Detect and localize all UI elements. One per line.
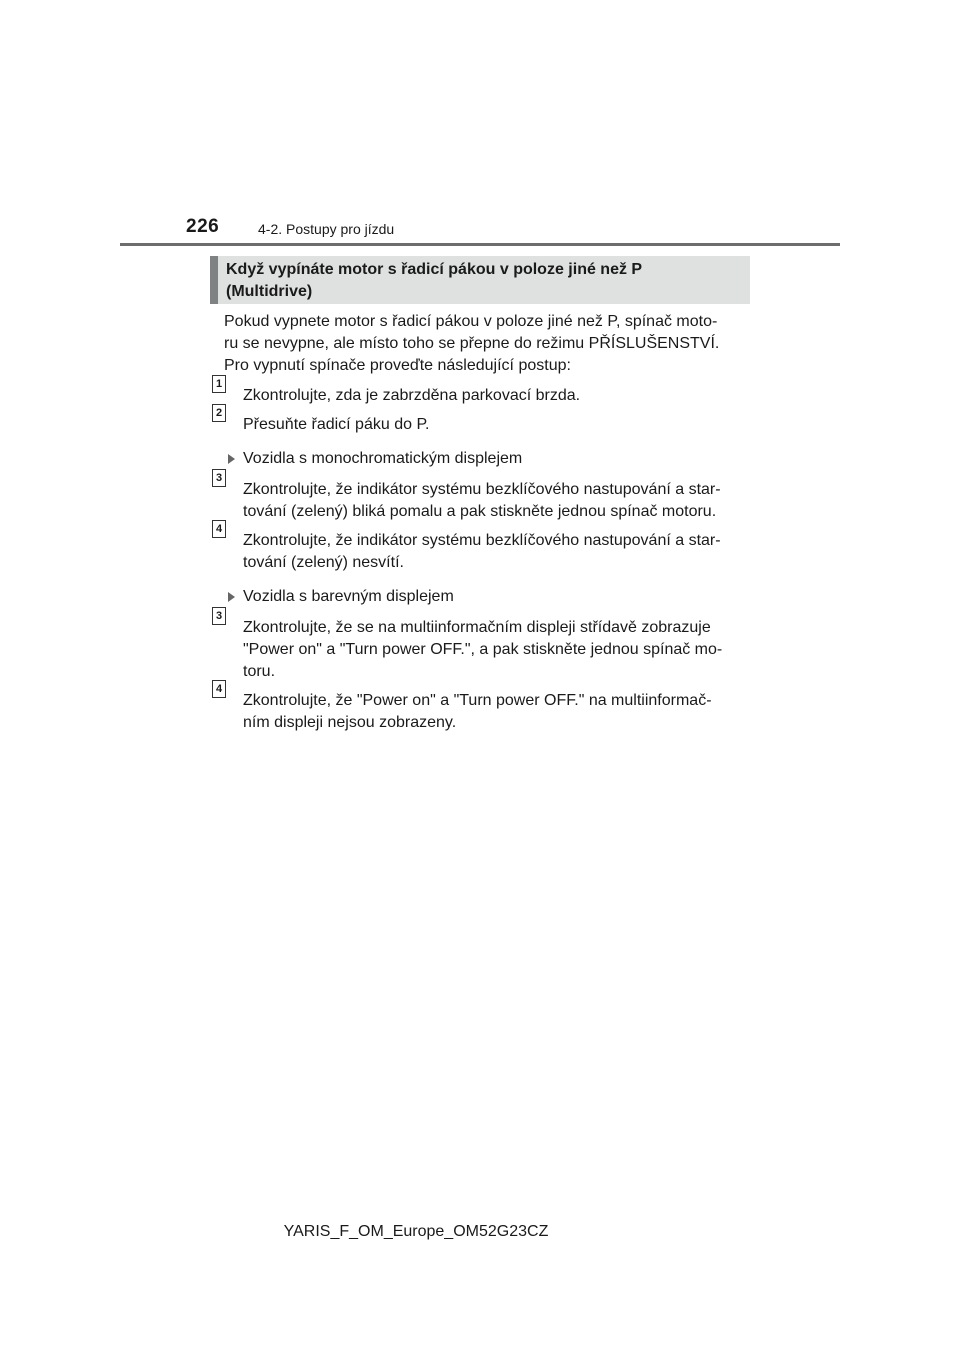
step-text: Zkontrolujte, že indikátor systému bezklíčového nastupování a star- <box>243 532 721 549</box>
step-number-badge: 1 <box>212 375 226 393</box>
step-text: tování (zelený) nesvítí. <box>243 554 404 571</box>
content <box>215 311 744 741</box>
step-number-badge: 2 <box>212 404 226 422</box>
page-number: 226 <box>186 216 220 237</box>
step-number-badge: 3 <box>212 469 226 487</box>
intro-paragraph <box>224 311 744 377</box>
step-2 <box>215 407 744 436</box>
step-text: "Power on" a "Turn power OFF.", a pak stiskněte jednou spínač mo- <box>243 641 723 658</box>
heading-line: Když vypínáte motor s řadicí pákou v poloze jiné než P <box>226 261 643 278</box>
triangle-bullet-icon <box>228 592 235 602</box>
color-step-4 <box>215 683 744 734</box>
subhead-mono <box>224 448 744 470</box>
step-number-badge: 4 <box>212 680 226 698</box>
step-1 <box>215 378 744 407</box>
subhead-text: Vozidla s barevným displejem <box>243 588 454 605</box>
intro-line: Pro vypnutí spínače proveďte následující postup: <box>224 357 571 374</box>
step-text: Přesuňte řadicí páku do P. <box>243 416 430 433</box>
step-text: ním displeji nejsou zobrazeny. <box>243 714 457 731</box>
subhead-color <box>224 586 744 608</box>
intro-line: ru se nevypne, ale místo toho se přepne do režimu PŘÍSLUŠENSTVÍ. <box>224 335 720 352</box>
step-text: toru. <box>243 663 276 680</box>
step-text: Zkontrolujte, že indikátor systému bezklíčového nastupování a star- <box>243 481 721 498</box>
subhead-text: Vozidla s monochromatickým displejem <box>243 450 523 467</box>
mono-step-3 <box>215 472 744 523</box>
heading-box <box>210 256 750 304</box>
section-title: 4-2. Postupy pro jízdu <box>258 221 395 237</box>
header-rule <box>120 243 840 246</box>
triangle-bullet-icon <box>228 454 235 464</box>
document-id: YARIS_F_OM_Europe_OM52G23CZ <box>283 1223 549 1240</box>
mono-step-4 <box>215 523 744 574</box>
heading-line: (Multidrive) <box>226 283 313 300</box>
color-step-3 <box>215 610 744 683</box>
step-text: Zkontrolujte, že "Power on" a "Turn power OFF." na multiinformač- <box>243 692 712 709</box>
step-number-badge: 3 <box>212 607 226 625</box>
step-number-badge: 4 <box>212 520 226 538</box>
intro-line: Pokud vypnete motor s řadicí pákou v poloze jiné než P, spínač moto- <box>224 313 718 330</box>
step-text: tování (zelený) bliká pomalu a pak stiskněte jednou spínač motoru. <box>243 503 717 520</box>
step-text: Zkontrolujte, že se na multiinformačním displeji střídavě zobrazuje <box>243 619 711 636</box>
step-text: Zkontrolujte, zda je zabrzděna parkovací brzda. <box>243 387 581 404</box>
footer <box>0 1223 960 1241</box>
